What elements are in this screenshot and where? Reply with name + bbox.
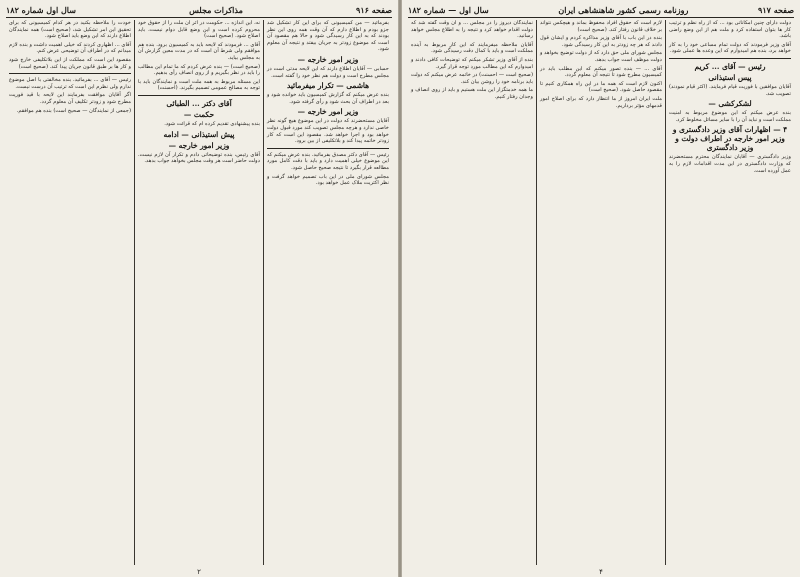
paragraph: اگر آقایان موافقت بفرمایند این لایحه با قید فوریت مطرح شود و زودتر تکلیف آن معلوم گردد. bbox=[9, 92, 131, 105]
paragraph: آقایان موافقین با فوریت قیام فرمایند. (اکثر قیام نمودند) تصویب شد. bbox=[669, 83, 791, 97]
paragraph: حسابی — آقایان اطلاع دارند که این لایحه مدتی است در مجلس مطرح است و دولت هم نظر خود را گفته است. bbox=[267, 65, 389, 79]
section-heading: آقای دکتر ... الطبائی bbox=[166, 98, 232, 108]
text-column bbox=[263, 20, 392, 565]
paragraph: آقای ... اظهاری کردند که خیلی اهمیت داشت و بنده لازم میدانم که در اطراف آن توضیحی عرض کنم. bbox=[9, 41, 131, 55]
paragraph: (صحیح است) — بنده عرض کردم که ما تمام این مطالب را باید در نظر بگیریم و از روی انصاف رأی بدهیم. bbox=[138, 63, 260, 77]
left-page-issue: سال اول شماره ۱۸۲ bbox=[6, 5, 76, 15]
section-heading: پیس استیذانی bbox=[708, 72, 752, 82]
paragraph: رئیس — آقای ... بفرمائید. بنده مخالفتی با اصل موضوع ندارم ولی نظرم این است که ترتیب آن درست نیست. bbox=[9, 77, 131, 90]
paragraph: آقایان ملاحظه میفرمایند که این کار مربوط به آینده مملکت است و باید با کمال دقت رسیدگی شود. bbox=[411, 41, 533, 55]
paragraph: نمایندگان دیروز را در مجلس ... و آن وقت گفته شد که دولت اقدام خواهد کرد و نتیجه را به اطلاع مجلس خواهد رسانید. bbox=[411, 20, 533, 40]
text-column bbox=[408, 20, 536, 565]
section-heading: رئیس — آقای ... کریم bbox=[694, 61, 766, 71]
left-page-header bbox=[6, 3, 392, 18]
section-heading: لشکرکشی — bbox=[708, 99, 752, 109]
text-column bbox=[536, 20, 665, 565]
section-divider bbox=[9, 73, 131, 74]
paragraph: وزیر دادگستری — آقایان نمایندگان محترم مستحضرند که وزارت دادگستری در این مدت اقدامات لازم را به عمل آورده است. bbox=[669, 154, 791, 174]
paragraph: رئیس — آقای دکتر مصدق بفرمائید. بنده عرض میکنم که این موضوع خیلی اهمیت دارد و باید با دقت کامل مورد مطالعه قرار بگیرد تا نتیجه صحیح حاصل شود. bbox=[267, 151, 389, 171]
left-page-footer: ۲ bbox=[197, 568, 201, 576]
paragraph: خودت را ملاحظه بکنید در هر کدام کمیسیونی که برای تحقیق این امر تشکیل شد، (صحیح است) همه نمایندگان اطلاع دارند که این وضع باید اصلاح شود. bbox=[9, 20, 131, 40]
text-column bbox=[6, 20, 134, 565]
section-divider bbox=[669, 58, 791, 59]
paragraph: مجلس شورای ملی حق دارد که از دولت توضیح بخواهد و دولت موظف است جواب بدهد. bbox=[540, 50, 662, 63]
right-page-header bbox=[408, 3, 794, 18]
paragraph: بنده در این باب با آقای وزیر مذاکره کردم و ایشان قول دادند که هر چه زودتر به این کار رسیدگی شود. bbox=[540, 35, 662, 48]
paragraph: بفرمائید — من کمیسیونی که برای این کار تشکیل شد جزو بودم و اطلاع دارم که آن وقت همه روی این نظر بودند که به این کار رسیدگی شود و حالا هم مقصود آن است که موضوع زودتر به جریان بیفتد و نتیجه آن معلوم شود. bbox=[267, 20, 389, 53]
left-page-columns bbox=[6, 20, 392, 565]
paragraph: بنده پیشنهادی تقدیم کرده ام که قرائت شود. bbox=[164, 120, 260, 127]
paragraph: نه، این اندازه ... حکومت در اثر آن ملت را از حقوق خود محروم کرده است و این وضع قابل دوام نیست، باید اصلاح شود. (صحیح است) bbox=[138, 20, 260, 40]
paragraph: آقای وزیر فرمودند که دولت تمام مساعی خود را به کار خواهد برد، بنده هم امیدوارم که این وعده ها عملی شود. bbox=[669, 41, 791, 55]
section-heading: وزیر امور خارجه — bbox=[297, 107, 359, 117]
section-heading: وزیر امور خارجه — bbox=[297, 54, 359, 64]
right-page-issue: سال اول — شماره ۱۸۲ bbox=[408, 5, 489, 15]
right-page bbox=[402, 0, 800, 577]
paragraph: بنده عرض میکنم که گزارش کمیسیون باید خوانده شود و بعد در اطراف آن بحث شود و رأی گرفته شود. bbox=[267, 92, 389, 105]
paragraph: ملت ایران امروز از ما انتظار دارد که برای اصلاح امور قدمهای مؤثر برداریم. bbox=[540, 95, 662, 109]
paragraph: آقای ... فرمودند که لایحه باید به کمیسیون برود. بنده هم موافقم ولی شرط آن است که در مدت معین گزارش آن به مجلس بیاید. bbox=[138, 41, 260, 61]
right-page-footer: ۴ bbox=[599, 568, 603, 576]
text-column bbox=[665, 20, 794, 565]
paragraph: دولت دارای چنین امکاناتی بود ... که از راه نظم و ترتیب کار ها بتوان استفاده کرد و ملت هم از این وضع راضی باشد. bbox=[669, 20, 791, 40]
paragraph: این مسئله مربوط به همه ملت است و نمایندگان باید با توجه به مصالح عمومی تصمیم بگیرند. (احسنت) bbox=[138, 78, 260, 92]
paragraph: آقایان مستحضرند که دولت در این موضوع هیچ گونه نظر خاصی ندارد و هرچه مجلس تصویب کند مورد قبول دولت خواهد بود و اجرا خواهد شد. مقصود این است که کار زودتر خاتمه پیدا کند و بلاتکلیفی از بین برود. bbox=[267, 118, 389, 145]
text-column bbox=[134, 20, 263, 565]
left-page bbox=[0, 0, 398, 577]
section-heading: حکمت — bbox=[183, 109, 215, 119]
section-heading: پیش استیذانی — ادامه bbox=[163, 129, 235, 139]
paragraph: آقای ... — بنده تصور میکنم که این مطلب باید در کمیسیون مطرح شود تا نتیجه آن معلوم گردد. bbox=[540, 65, 662, 79]
section-heading: ۴ — اظهارات آقای وزیر دادگستری و وزیر امور خارجه در اطراف دولت و وزیر دادگستری bbox=[672, 125, 788, 153]
paragraph: لازم است که حقوق افراد محفوظ بماند و هیچکس نتواند بر خلاف قانون رفتار کند. (صحیح است) bbox=[540, 20, 662, 33]
right-page-number: صفحه ۹۱۷ bbox=[758, 5, 794, 15]
paragraph: مجلس شورای ملی در این باب تصمیم خواهد گرفت و نظر اکثریت ملاک عمل خواهد بود. bbox=[267, 173, 389, 187]
right-page-columns bbox=[408, 20, 794, 565]
paragraph: بنده از آقای وزیر تشکر میکنم که توضیحات کافی دادند و امیدوارم که این مطالب مورد توجه قرار گیرد. bbox=[411, 56, 533, 70]
section-heading: هاشمی — تکرار میفرمائید bbox=[286, 81, 370, 91]
paragraph: مقصود این است که مملکت از این بلاتکلیفی خارج شود و کار ها بر طبق قانون جریان پیدا کند. (صحیح است) bbox=[9, 56, 131, 70]
paragraph: آقای رئیس، بنده توضیحاتی دادم و تکرار آن لازم نیست. دولت حاضر است هر وقت مجلس بخواهد جواب بدهد. bbox=[138, 151, 260, 165]
paragraph: (جمعی از نمایندگان — صحیح است) بنده هم موافقم. bbox=[16, 107, 131, 114]
section-heading: وزیر امور خارجه — bbox=[168, 140, 230, 150]
left-page-title: مذاکرات مجلس bbox=[189, 5, 243, 15]
section-divider bbox=[138, 95, 260, 96]
left-page-number: صفحه ۹۱۶ bbox=[356, 5, 392, 15]
paragraph: بنده عرض میکنم که این موضوع مربوط به امنیت مملکت است و نباید آن را با سایر مسائل مخلوط کرد. bbox=[669, 110, 791, 123]
right-page-title: روزنامه رسمی کشور شاهنشاهی ایران bbox=[558, 5, 689, 15]
section-divider bbox=[267, 148, 389, 149]
paragraph: (صحیح است — احسنت) در خاتمه عرض میکنم که دولت باید برنامه خود را روشن بیان کند. bbox=[411, 72, 533, 85]
paragraph: ما همه خدمتگزار این ملت هستیم و باید از روی انصاف و وجدان رفتار کنیم. bbox=[411, 87, 533, 100]
paragraph: اکنون لازم است که همه ما در این راه همکاری کنیم تا مقصود حاصل شود. (صحیح است) bbox=[540, 80, 662, 94]
